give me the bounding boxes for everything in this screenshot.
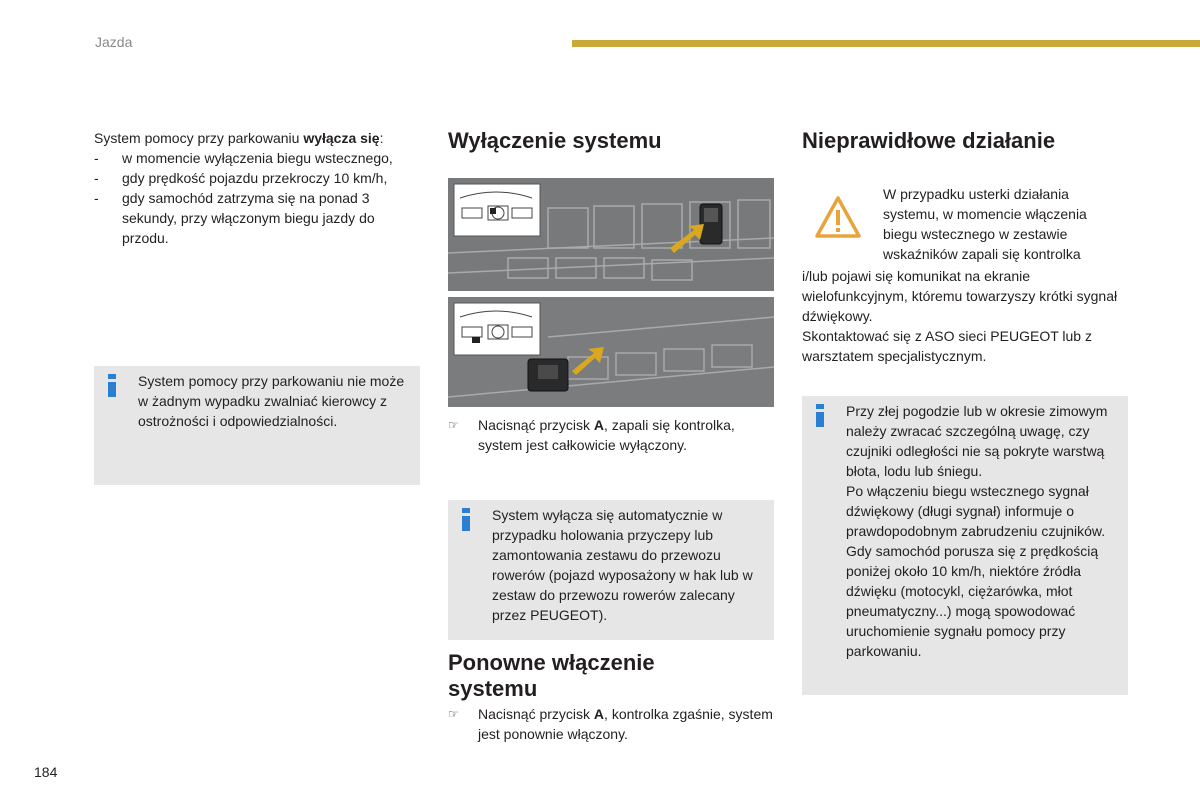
list-item: - w momencie wyłączenia biegu wstecznego, [94, 148, 424, 168]
page-number: 184 [34, 764, 58, 780]
figure-button-press [448, 297, 774, 407]
list-item: - gdy prędkość pojazdu przekroczy 10 km/h, [94, 168, 424, 188]
figure-button-on [448, 178, 774, 291]
section-title-reenable: Ponowne włączenie systemu [448, 650, 655, 701]
info-text: System pomocy przy parkowaniu nie może w żadnym wypadku zwalniać kierowcy z ostrożności i odpowiedzialności. [138, 373, 405, 429]
info-box-responsibility [94, 366, 420, 485]
section-reenable [448, 650, 774, 744]
warning-line: biegu wstecznego w zestawie [883, 226, 1068, 242]
section-title-malfunction: Nieprawidłowe działanie [802, 128, 1056, 153]
info-box-automatic-disable [448, 500, 774, 640]
step-disable-text: ☞ Nacisnąć przycisk A, zapali się kontrolka, system jest całkowicie wyłączony. [448, 417, 735, 453]
info-text: System wyłącza się automatycznie w przypadku holowania przyczepy lub zamontowania zestawu do przewozu rowerów (pojazd wyposażony w hak lub w zestaw do przewozu rowerów zalecany przez PEUGEOT). [492, 507, 753, 623]
step-disable [448, 415, 774, 455]
pointing-hand-icon: ☞ [448, 418, 459, 432]
info-box-weather [802, 396, 1128, 695]
column-1 [94, 128, 424, 248]
info-icon [816, 404, 824, 426]
column-3 [802, 128, 1128, 366]
warning-icon [814, 194, 862, 242]
contact-text: Skontaktować się z ASO sieci PEUGEOT lub z warsztatem specjalistycznym. [802, 328, 1092, 364]
pointing-hand-icon: ☞ [448, 707, 459, 721]
warning-line: wskaźników zapali się kontrolka [883, 246, 1081, 262]
warning-continuation: i/lub pojawi się komunikat na ekranie wielofunkcyjnym, któremu towarzyszy krótki sygnał dźwiękowy. [802, 268, 1118, 324]
column-2 [448, 128, 774, 168]
warning-line: systemu, w momencie włączenia [883, 206, 1087, 222]
step-reenable-text: ☞ Nacisnąć przycisk A, kontrolka zgaśnie, system jest ponownie włączony. [448, 706, 773, 742]
deactivation-conditions-list [94, 148, 424, 248]
info-text: Gdy samochód porusza się z prędkością poniżej około 10 km/h, niektóre źródła dźwięku (motocykl, ciężarówka, młot pneumatyczny...) mogą spowodować uruchomienie sygnału pomocy przy parkowaniu. [846, 543, 1099, 659]
dashboard-button-illustration [448, 297, 774, 407]
info-icon [462, 508, 470, 530]
dashboard-switches-illustration [448, 178, 774, 291]
warning-line: W przypadku usterki działania [883, 186, 1069, 202]
intro-text: System pomocy przy parkowaniu wyłącza się: [94, 130, 384, 146]
header-accent-bar [572, 40, 1200, 47]
info-text: Po włączeniu biegu wstecznego sygnał dźwiękowy (długi sygnał) informuje o prawdopodobnym zabrudzeniu czujników. [846, 483, 1106, 539]
info-text: Przy złej pogodzie lub w okresie zimowym należy zwracać szczególną uwagę, czy czujniki odległości nie są pokryte warstwą błota, lodu lub śniegu. [846, 403, 1108, 479]
list-item: - gdy samochód zatrzyma się na ponad 3 sekundy, przy włączonym biegu jazdy do przodu. [94, 188, 424, 248]
section-title-disable: Wyłączenie systemu [448, 128, 662, 153]
warning-block [802, 186, 1128, 266]
info-icon [108, 374, 116, 396]
header-section-label: Jazda [95, 34, 133, 50]
